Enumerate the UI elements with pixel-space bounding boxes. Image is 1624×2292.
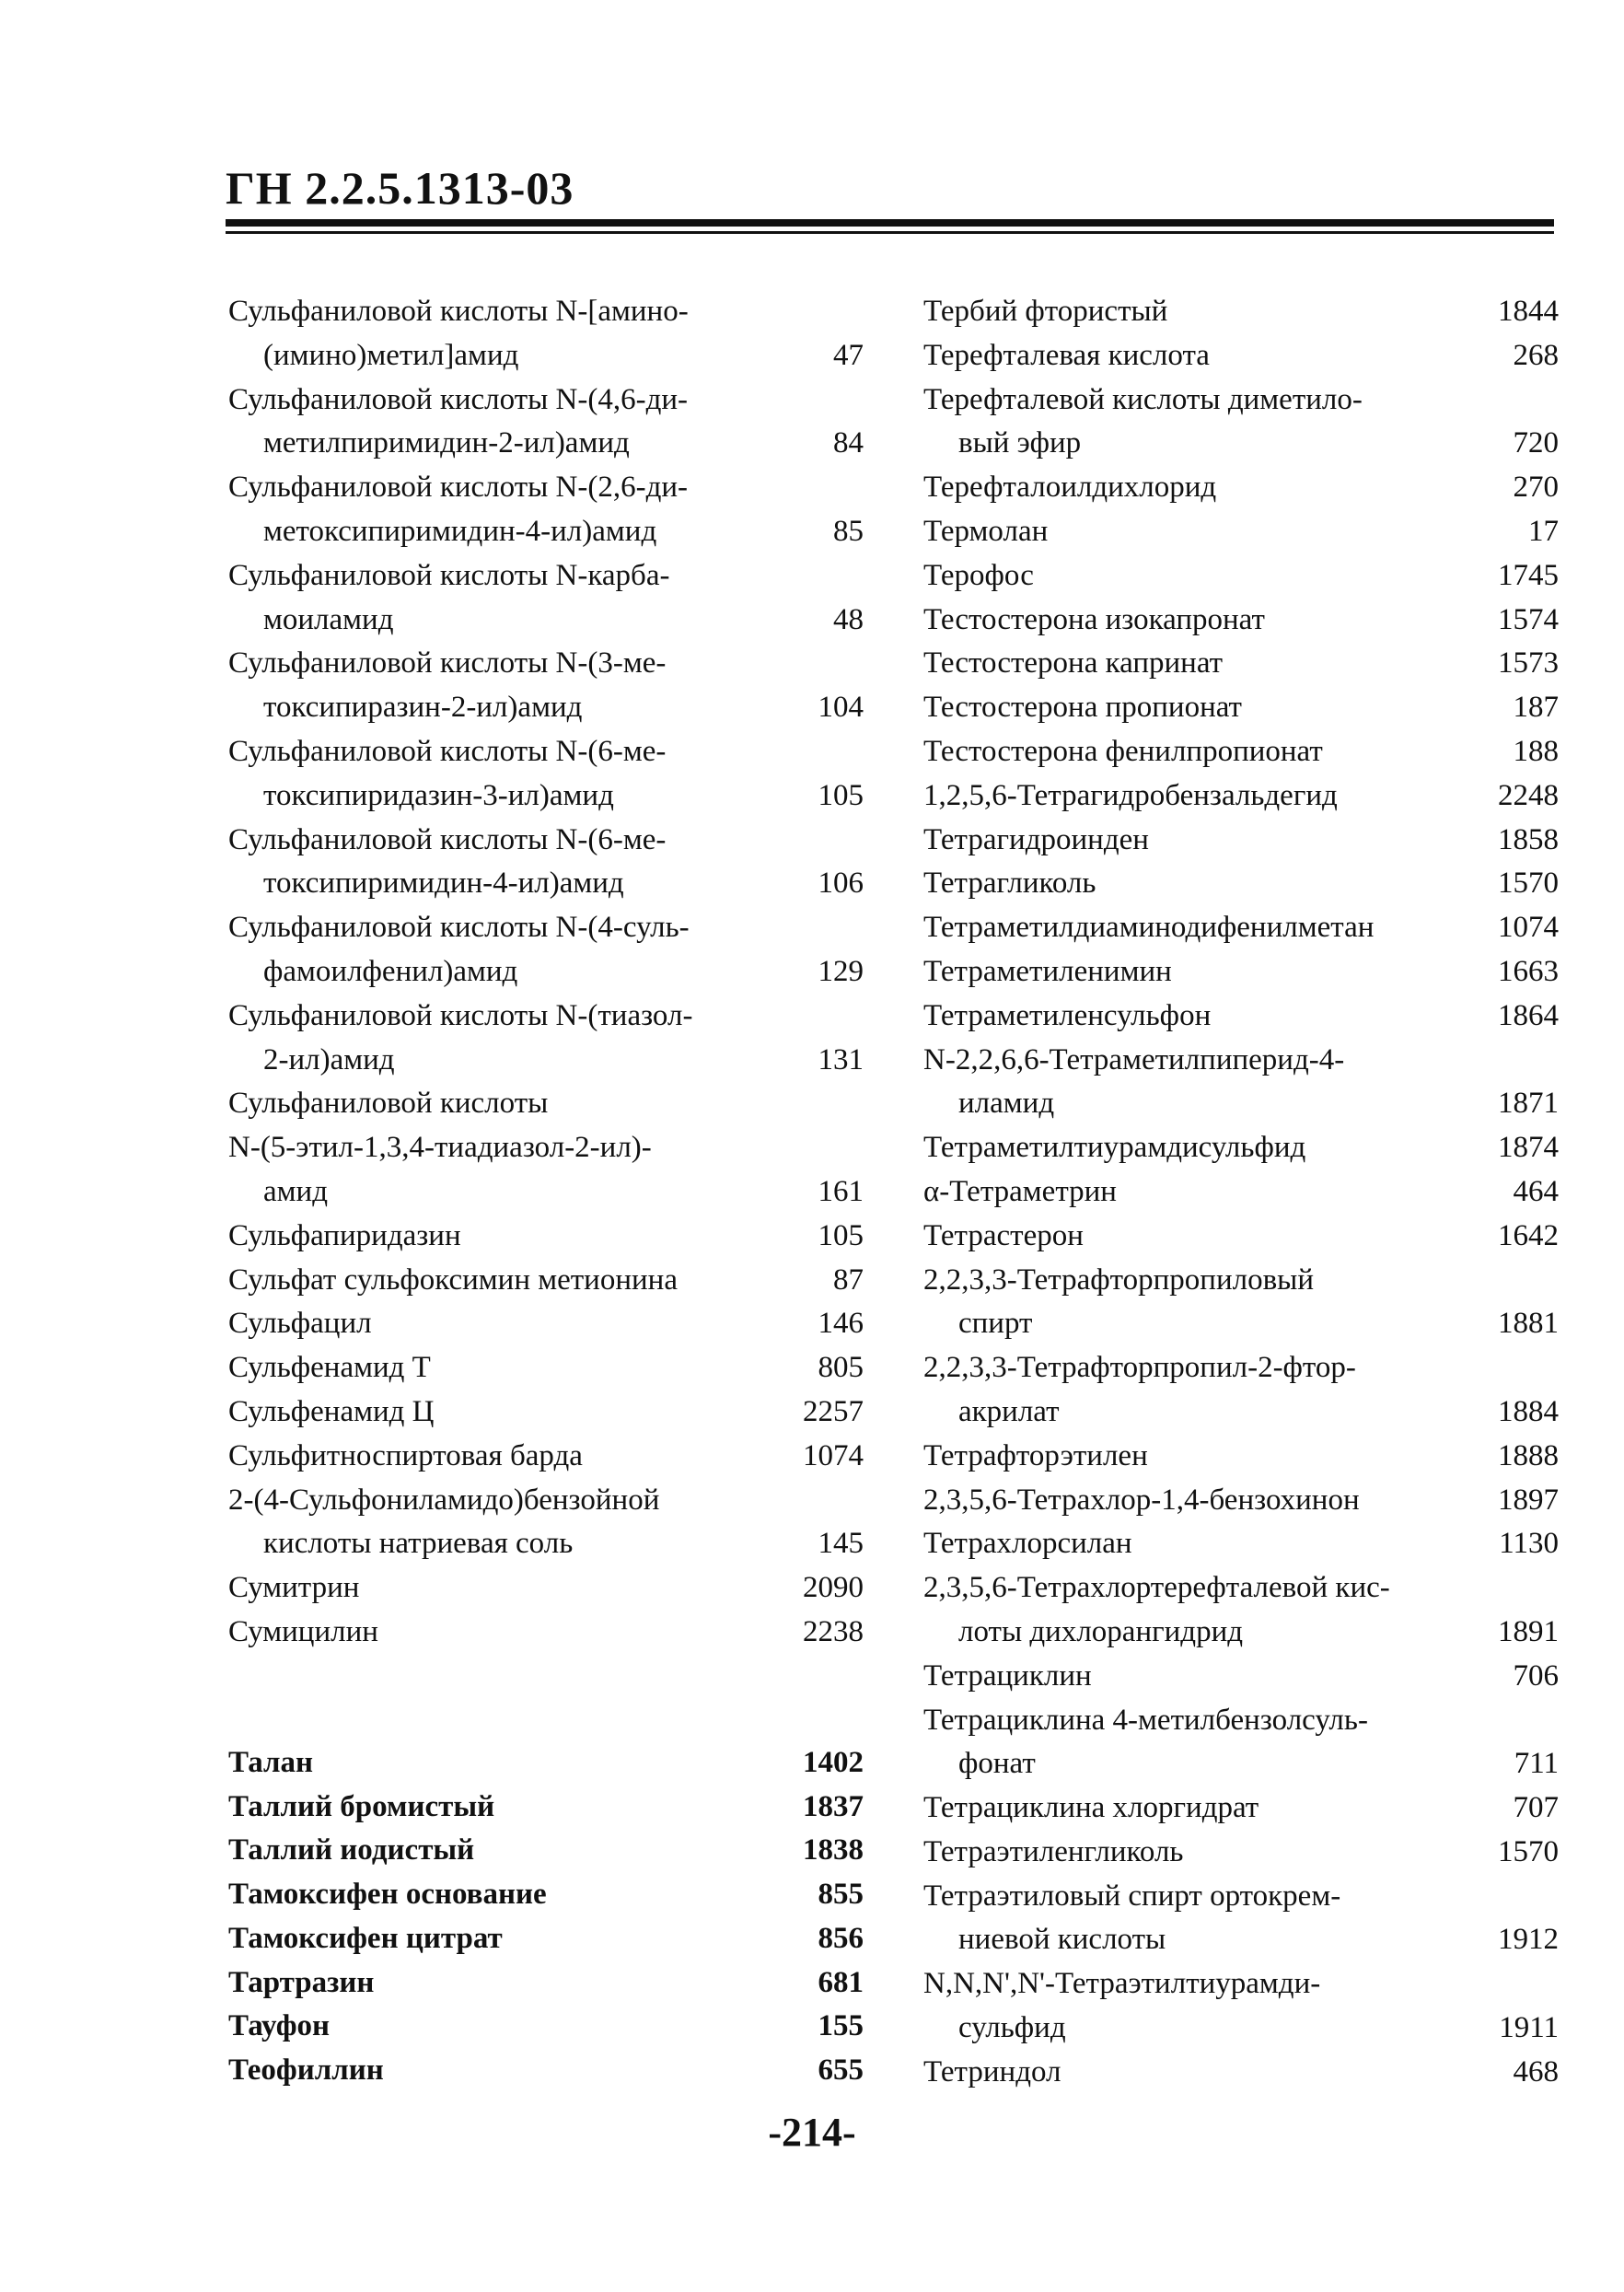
index-entry: [228, 466, 864, 510]
entry-term: Тетрагликоль: [923, 867, 1096, 901]
entry-page-ref: 155: [818, 2009, 864, 2043]
index-entry: [228, 1479, 864, 1523]
index-entry: [228, 862, 864, 906]
entry-term: Тартразин: [228, 1965, 375, 1999]
entry-term: (имино)метил]амид: [263, 338, 519, 372]
entry-page-ref: 1402: [803, 1745, 864, 1779]
index-entry: [923, 510, 1559, 554]
entry-term: метоксипиримидин-4-ил)амид: [263, 514, 657, 548]
index-column-right: [923, 290, 1559, 2095]
index-entry: [923, 290, 1559, 334]
entry-term: фонат: [958, 1747, 1036, 1781]
entry-term: Тетрастерон: [923, 1218, 1084, 1252]
entry-term: Талан: [228, 1745, 314, 1779]
entry-page-ref: 1911: [1499, 2011, 1559, 2045]
index-entry: [923, 950, 1559, 995]
entry-page-ref: 2257: [803, 1394, 864, 1428]
entry-page-ref: 1912: [1498, 1923, 1559, 1957]
entry-term: Сульфаниловой кислоты N-карба-: [228, 558, 670, 592]
entry-term: Терефталевая кислота: [923, 338, 1210, 372]
entry-page-ref: 1891: [1498, 1614, 1559, 1648]
header-rule-thin: [226, 231, 1554, 234]
entry-page-ref: 85: [833, 514, 864, 548]
index-entry: [228, 378, 864, 423]
entry-page-ref: 1642: [1498, 1218, 1559, 1252]
entry-page-ref: 856: [818, 1921, 864, 1955]
entry-term: токсипиримидин-4-ил)амид: [263, 867, 624, 901]
index-entry: [923, 1699, 1559, 1743]
entry-term: Сульфаниловой кислоты N-(3-ме-: [228, 646, 667, 681]
entry-page-ref: 1663: [1498, 954, 1559, 988]
entry-term: Тамоксифен цитрат: [228, 1921, 503, 1955]
entry-page-ref: 48: [833, 602, 864, 636]
entry-term: Тетраметиленимин: [923, 954, 1172, 988]
entry-term: N-2,2,6,6-Тетраметилпиперид-4-: [923, 1042, 1345, 1076]
index-entry: [228, 819, 864, 863]
entry-page-ref: 105: [818, 1218, 864, 1252]
entry-page-ref: 1570: [1498, 1834, 1559, 1868]
index-entry: [228, 554, 864, 599]
index-entry: [228, 642, 864, 686]
index-entry: [228, 1522, 864, 1566]
entry-term: Тетрациклин: [923, 1658, 1092, 1693]
index-entry: [923, 1566, 1559, 1611]
entry-page-ref: 146: [818, 1307, 864, 1341]
entry-term: Тестостерона фенилпропионат: [923, 734, 1323, 768]
entry-term: Сульфацил: [228, 1307, 372, 1341]
index-entry: [923, 378, 1559, 423]
index-entry: [228, 599, 864, 643]
index-entry: [228, 1611, 864, 1655]
index-column-left: [228, 290, 864, 2093]
index-entry: [228, 1829, 864, 1873]
index-entry: [923, 1786, 1559, 1831]
index-entry: [923, 1390, 1559, 1435]
index-entry: [923, 1346, 1559, 1390]
index-entry: [923, 1082, 1559, 1126]
entry-page-ref: 2238: [803, 1614, 864, 1648]
entry-page-ref: 1897: [1498, 1483, 1559, 1517]
index-entry: [228, 1126, 864, 1170]
index-entry: [228, 1390, 864, 1435]
entry-term: спирт: [958, 1307, 1033, 1341]
entry-term: вый эфир: [958, 426, 1082, 460]
index-entry: [923, 1655, 1559, 1699]
index-entry: [923, 1170, 1559, 1215]
index-entry: [923, 995, 1559, 1039]
index-entry: [923, 1831, 1559, 1875]
index-entry: [228, 1786, 864, 1830]
index-entry: [228, 2005, 864, 2049]
entry-term: Тетрахлорсилан: [923, 1527, 1132, 1561]
entry-page-ref: 1871: [1498, 1087, 1559, 1121]
entry-page-ref: 1864: [1498, 998, 1559, 1032]
entry-term: Тетраметилдиаминодифенилметан: [923, 911, 1375, 945]
index-entry: [923, 1302, 1559, 1346]
entry-term: Теофиллин: [228, 2053, 384, 2088]
entry-term: Терофос: [923, 558, 1034, 592]
entry-term: N,N,N',N'-Тетраэтилтиурамди-: [923, 1967, 1321, 2001]
index-entry: [923, 819, 1559, 863]
entry-page-ref: 1745: [1498, 558, 1559, 592]
entry-page-ref: 720: [1513, 426, 1559, 460]
entry-term: акрилат: [958, 1394, 1060, 1428]
index-entry: [228, 2049, 864, 2093]
entry-term: Тетрациклина хлоргидрат: [923, 1791, 1259, 1825]
entry-page-ref: 129: [818, 954, 864, 988]
index-entry: [923, 466, 1559, 510]
index-entry: [228, 1566, 864, 1611]
entry-page-ref: 1574: [1498, 602, 1559, 636]
entry-term: 2,3,5,6-Тетрахлор-1,4-бензохинон: [923, 1483, 1360, 1517]
index-entry: [923, 1875, 1559, 1919]
entry-term: Сульфаниловой кислоты N-(4-суль-: [228, 911, 690, 945]
page-number: -214-: [768, 2110, 856, 2155]
index-entry: [923, 554, 1559, 599]
entry-term: амид: [263, 1174, 328, 1208]
entry-term: Тетрафторэтилен: [923, 1438, 1148, 1472]
index-entry: [923, 730, 1559, 774]
index-entry: [923, 774, 1559, 819]
index-entry: [923, 334, 1559, 378]
entry-term: Сульфаниловой кислоты N-(тиазол-: [228, 998, 693, 1032]
entry-page-ref: 131: [818, 1042, 864, 1076]
index-entry: [228, 1215, 864, 1259]
entry-term: Терефталевой кислоты диметило-: [923, 382, 1363, 416]
entry-term: Тетраэтиленгликоль: [923, 1834, 1184, 1868]
index-entry: [228, 1741, 864, 1786]
index-entry: [923, 1215, 1559, 1259]
entry-page-ref: 270: [1513, 471, 1559, 505]
entry-page-ref: 464: [1513, 1174, 1559, 1208]
entry-page-ref: 655: [818, 2053, 864, 2088]
entry-page-ref: 161: [818, 1174, 864, 1208]
index-entry: [228, 290, 864, 334]
index-entry: [228, 1917, 864, 1961]
entry-term: Сульфаниловой кислоты N-(4,6-ди-: [228, 382, 689, 416]
index-entry: [923, 1479, 1559, 1523]
entry-page-ref: 1881: [1498, 1307, 1559, 1341]
index-entry: [923, 1126, 1559, 1170]
entry-page-ref: 468: [1513, 2054, 1559, 2088]
entry-term: Сульфапиридазин: [228, 1218, 461, 1252]
index-entry: [923, 1918, 1559, 1962]
entry-page-ref: 1837: [803, 1789, 864, 1823]
index-entry: [923, 2007, 1559, 2051]
entry-term: Тамоксифен основание: [228, 1878, 547, 1912]
index-entry: [228, 995, 864, 1039]
entry-page-ref: 1844: [1498, 295, 1559, 328]
entry-page-ref: 711: [1514, 1747, 1559, 1781]
entry-term: Термолан: [923, 514, 1049, 548]
index-entry: [228, 510, 864, 554]
entry-page-ref: 805: [818, 1351, 864, 1385]
entry-page-ref: 106: [818, 867, 864, 901]
index-entry: [228, 1039, 864, 1083]
entry-page-ref: 187: [1513, 691, 1559, 725]
entry-term: метилпиримидин-2-ил)амид: [263, 426, 630, 460]
entry-page-ref: 1858: [1498, 822, 1559, 856]
entry-term: Тетрагидроинден: [923, 822, 1149, 856]
index-entry: [228, 730, 864, 774]
index-entry: [228, 950, 864, 995]
index-entry: [228, 774, 864, 819]
entry-term: кислоты натриевая соль: [263, 1527, 574, 1561]
entry-page-ref: 2248: [1498, 778, 1559, 812]
entry-term: Таллий иодистый: [228, 1833, 475, 1867]
entry-term: α-Тетраметрин: [923, 1174, 1117, 1208]
entry-term: Таллий бромистый: [228, 1789, 495, 1823]
entry-term: Сульфаниловой кислоты N-[амино-: [228, 295, 689, 328]
index-entry: [923, 422, 1559, 466]
entry-term: Терефталоилдихлорид: [923, 471, 1217, 505]
entry-term: ниевой кислоты: [958, 1923, 1166, 1957]
index-entry: [228, 1170, 864, 1215]
entry-page-ref: 1130: [1499, 1527, 1559, 1561]
entry-term: 2,2,3,3-Тетрафторпропиловый: [923, 1262, 1314, 1297]
entry-term: Тестостерона капринат: [923, 646, 1224, 681]
index-entry: [923, 1962, 1559, 2007]
entry-page-ref: 105: [818, 778, 864, 812]
entry-page-ref: 84: [833, 426, 864, 460]
entry-term: Сульфат сульфоксимин метионина: [228, 1262, 678, 1297]
entry-term: 2-(4-Сульфониламидо)бензойной: [228, 1483, 660, 1517]
entry-page-ref: 681: [818, 1965, 864, 1999]
entry-page-ref: 188: [1513, 734, 1559, 768]
index-entry: [923, 906, 1559, 950]
index-entry: [228, 1346, 864, 1390]
entry-term: 2,2,3,3-Тетрафторпропил-2-фтор-: [923, 1351, 1356, 1385]
entry-term: N-(5-этил-1,3,4-тиадиазол-2-ил)-: [228, 1131, 652, 1165]
index-entry: [923, 642, 1559, 686]
index-entry: [923, 686, 1559, 730]
entry-page-ref: 2090: [803, 1571, 864, 1605]
entry-term: Тетриндол: [923, 2054, 1061, 2088]
entry-term: Тауфон: [228, 2009, 331, 2043]
index-entry: [228, 1259, 864, 1303]
entry-page-ref: 1074: [803, 1438, 864, 1472]
entry-term: моиламид: [263, 602, 394, 636]
index-entry: [923, 599, 1559, 643]
index-entry: [228, 422, 864, 466]
entry-page-ref: 707: [1513, 1791, 1559, 1825]
entry-term: 2,3,5,6-Тетрахлортерефталевой кис-: [923, 1571, 1390, 1605]
entry-page-ref: 87: [833, 1262, 864, 1297]
index-entry: [228, 1961, 864, 2006]
entry-term: лоты дихлорангидрид: [958, 1614, 1244, 1648]
entry-page-ref: 17: [1528, 514, 1559, 548]
entry-page-ref: 1874: [1498, 1131, 1559, 1165]
index-entry: [228, 334, 864, 378]
index-entry: [923, 1742, 1559, 1786]
entry-term: Тетрациклина 4-метилбензолсуль-: [923, 1703, 1368, 1737]
entry-term: 1,2,5,6-Тетрагидробензальдегид: [923, 778, 1338, 812]
entry-term: Сульфаниловой кислоты N-(6-ме-: [228, 822, 667, 856]
entry-page-ref: 855: [818, 1878, 864, 1912]
entry-term: токсипиразин-2-ил)амид: [263, 691, 583, 725]
entry-page-ref: 47: [833, 338, 864, 372]
entry-term: Сумицилин: [228, 1614, 378, 1648]
index-entry: [923, 1259, 1559, 1303]
entry-page-ref: 1570: [1498, 867, 1559, 901]
index-entry: [923, 862, 1559, 906]
document-code-title: ГН 2.2.5.1313-03: [226, 162, 574, 214]
entry-page-ref: 706: [1513, 1658, 1559, 1693]
entry-term: Тербий фтористый: [923, 295, 1168, 328]
index-entry: [923, 1435, 1559, 1479]
entry-term: Сульфаниловой кислоты N-(6-ме-: [228, 734, 667, 768]
index-entry: [228, 1873, 864, 1917]
index-entry: [228, 686, 864, 730]
entry-page-ref: 1573: [1498, 646, 1559, 681]
entry-term: Тетраэтиловый спирт ортокрем-: [923, 1879, 1341, 1913]
index-entry: [228, 1435, 864, 1479]
entry-page-ref: 1884: [1498, 1394, 1559, 1428]
entry-page-ref: 268: [1513, 338, 1559, 372]
index-entry: [228, 1082, 864, 1126]
entry-term: сульфид: [958, 2011, 1066, 2045]
entry-term: Тетраметилтиурамдисульфид: [923, 1131, 1306, 1165]
entry-term: иламид: [958, 1087, 1055, 1121]
entry-term: Сульфитноспиртовая барда: [228, 1438, 583, 1472]
entry-term: 2-ил)амид: [263, 1042, 395, 1076]
index-entry: [923, 1522, 1559, 1566]
index-entry: [923, 1611, 1559, 1655]
entry-term: Сульфенамид Т: [228, 1351, 431, 1385]
entry-term: Сульфаниловой кислоты: [228, 1087, 549, 1121]
entry-page-ref: 1838: [803, 1833, 864, 1867]
entry-page-ref: 145: [818, 1527, 864, 1561]
index-entry: [228, 1302, 864, 1346]
entry-term: токсипиридазин-3-ил)амид: [263, 778, 614, 812]
entry-term: фамоилфенил)амид: [263, 954, 518, 988]
entry-term: Тестостерона изокапронат: [923, 602, 1265, 636]
header-rule-thick: [226, 219, 1554, 227]
entry-page-ref: 1888: [1498, 1438, 1559, 1472]
section-gap: [228, 1655, 864, 1741]
index-entry: [923, 1039, 1559, 1083]
index-entry: [228, 906, 864, 950]
entry-term: Сульфенамид Ц: [228, 1394, 435, 1428]
index-entry: [923, 2051, 1559, 2095]
entry-term: Тестостерона пропионат: [923, 691, 1242, 725]
entry-term: Сумитрин: [228, 1571, 360, 1605]
entry-page-ref: 104: [818, 691, 864, 725]
entry-term: Сульфаниловой кислоты N-(2,6-ди-: [228, 471, 689, 505]
entry-page-ref: 1074: [1498, 911, 1559, 945]
entry-term: Тетраметиленсульфон: [923, 998, 1212, 1032]
